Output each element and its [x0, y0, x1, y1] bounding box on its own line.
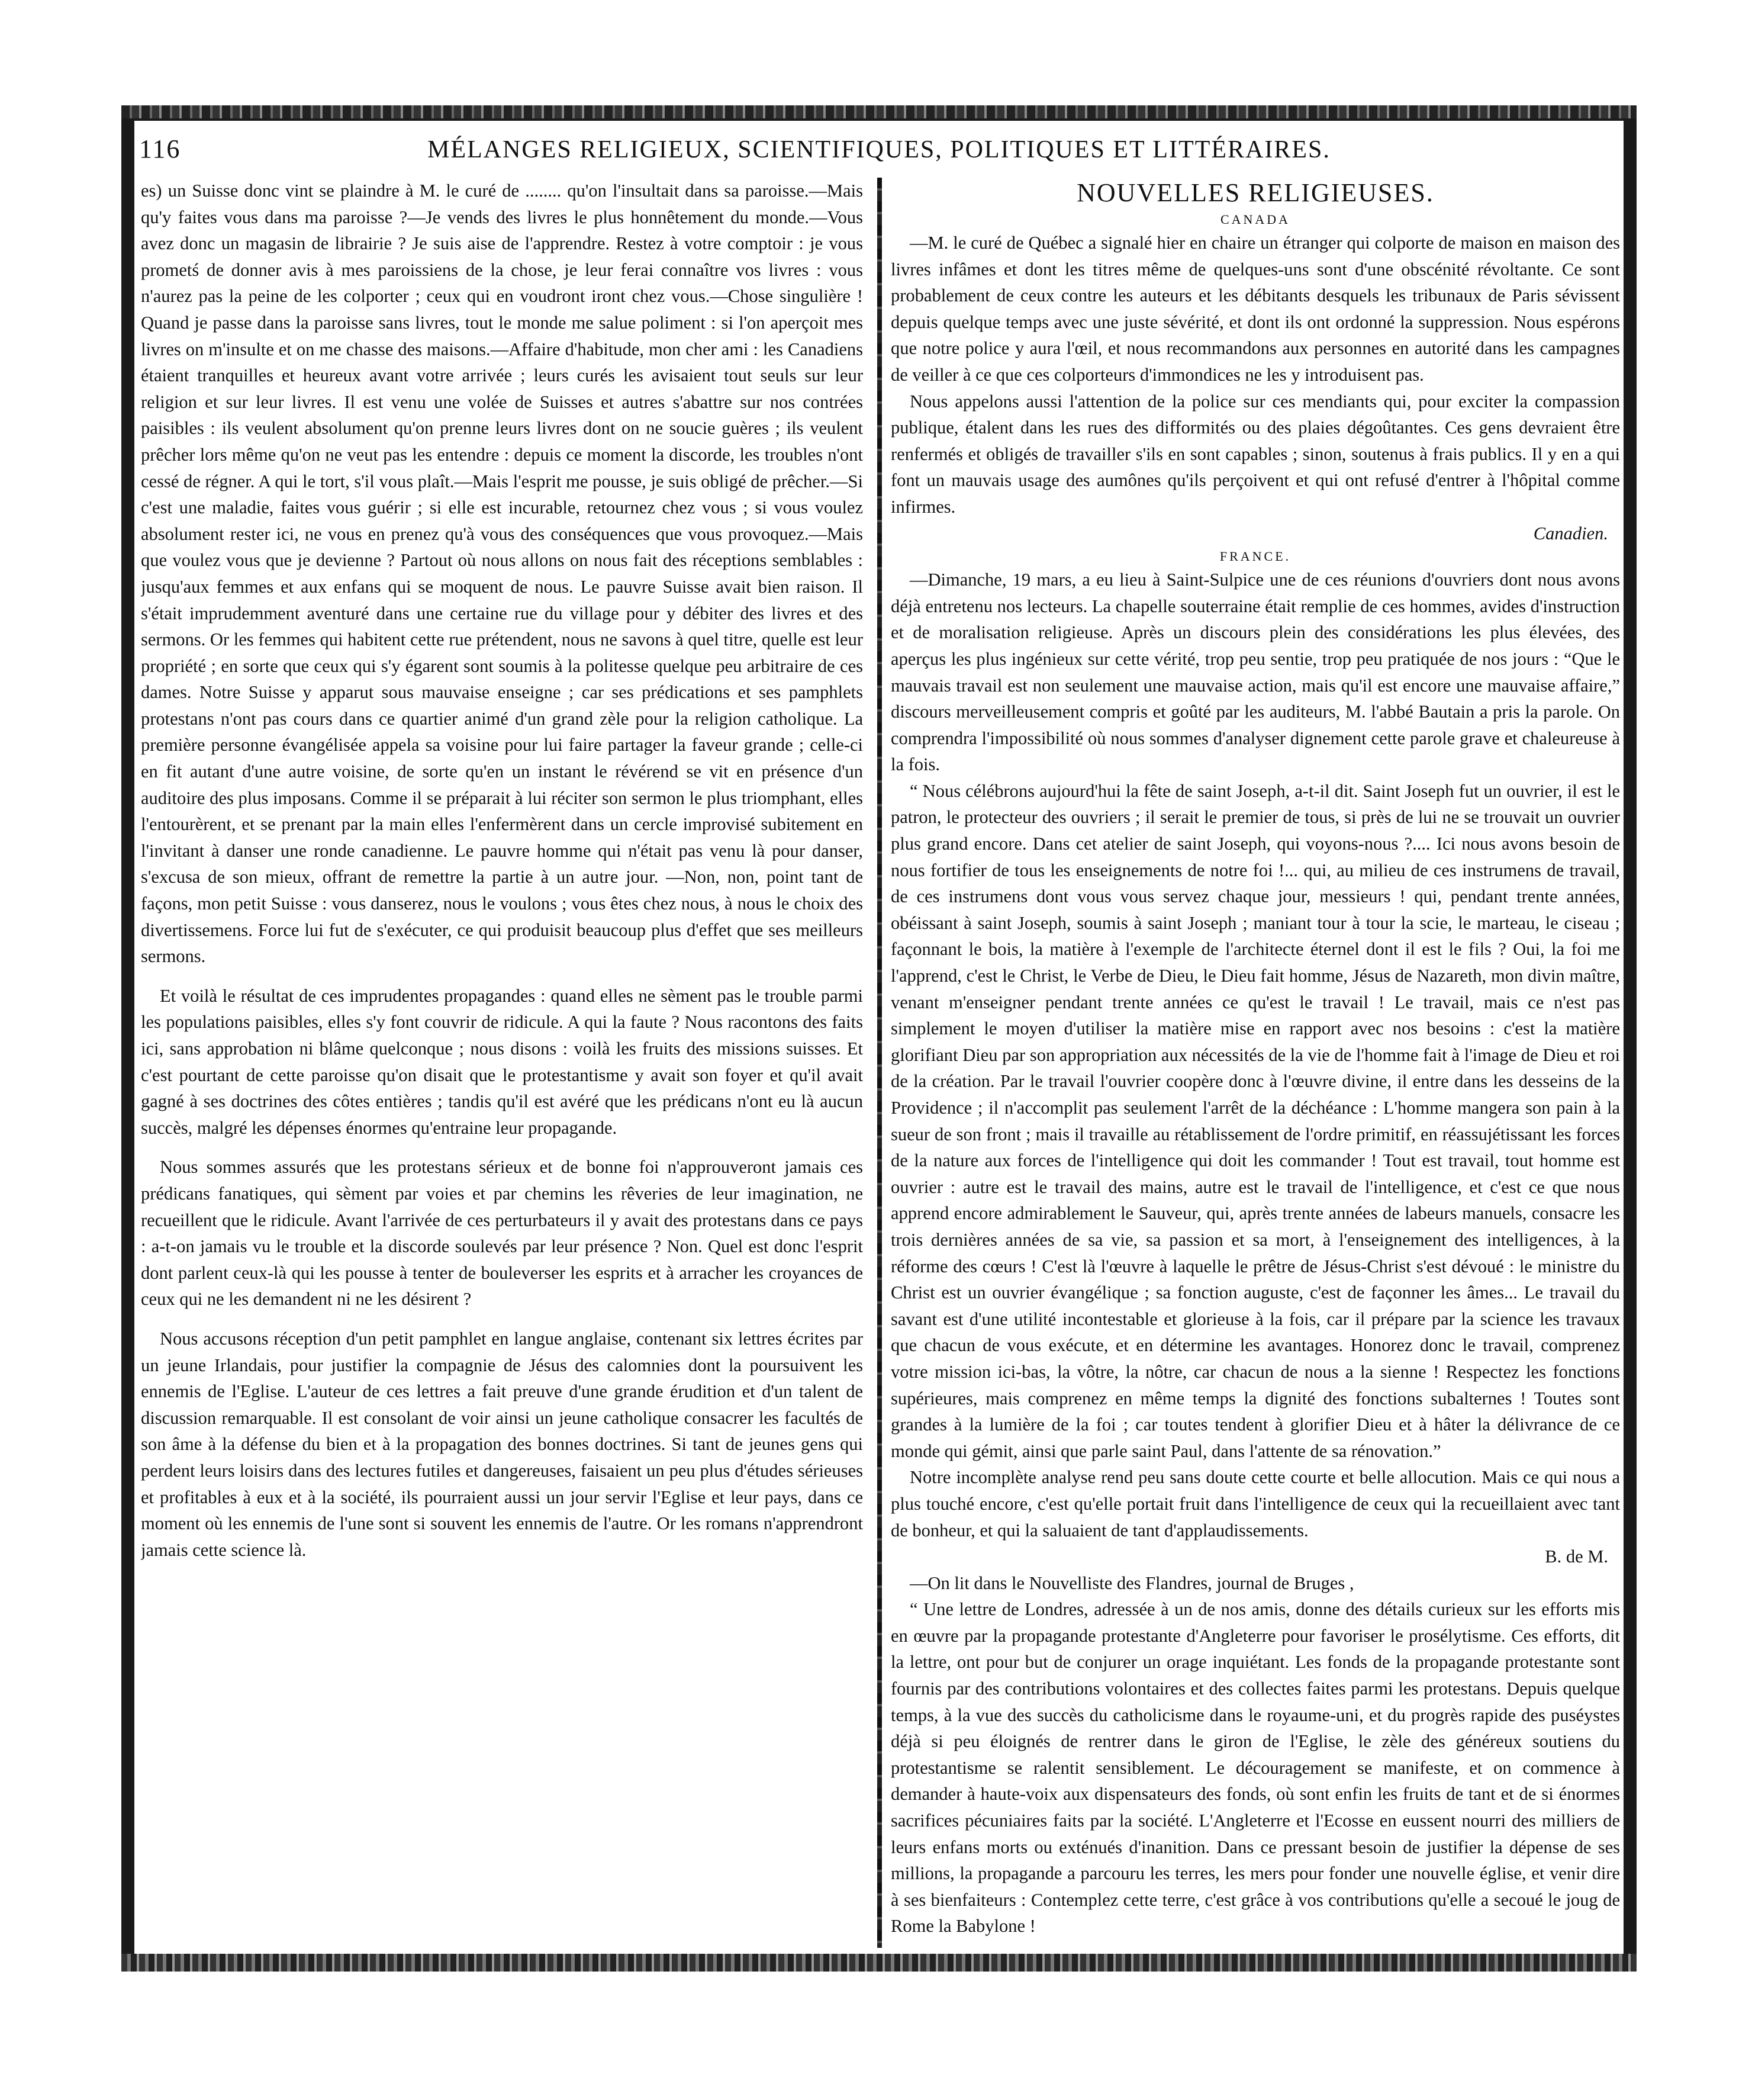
article-paragraph: Nous sommes assurés que les protestans sérieux et de bonne foi n'approuveront jamais ces prédicans fanatiques, qui sèment par voies et par chemins les rêveries de leur imagination, ne recueillent que le ridicule. Avant l'arrivée de ces perturbateurs il y avait des protestans dans ce pays : a-t-on jamais vu le trouble et la discorde soulevés par leur présence ? Non. Quel est donc l'esprit dont parlent ceux-là qui les pousse à tenter de bouleverser les esprits et à arracher les croyances de ceux qui ne les demandent ni ne les désirent ?	[141, 1157, 863, 1310]
article-paragraph: es) un Suisse donc vint se plaindre à M. le curé de ........ qu'on l'insultait dans sa paroisse.—Mais qu'y faites vous dans ma paroisse ?—Je vends des livres le plus honnêtement du monde.—Vous avez donc un magasin de librairie ? Je suis aise de l'apprendre. Restez à votre comptoir : je vous prometś de donner avis à mes paroissiens de la chose, je leur ferai connaître vos livres : vous n'aurez pas la peine de les colporter ; ceux qui en voudront iront chez vous.—Chose singulière ! Quand je passe dans la paroisse sans livres, tout le monde me salue poliment : si l'on aperçoit mes livres on m'insulte et on me chasse des maisons.—Affaire d'habitude, mon cher ami : les Canadiens étaient tranquilles et heureux avant votre arrivée ; leurs curés les avisaient tout seuls sur leur religion et sur leur livres. Il est venu une volée de Suisses et autres s'abattre sur nos contrées paisibles : ils veulent absolument qu'on prenne leurs livres dont on ne soucie guères ; ils veulent prêcher lors même qu'on ne veut pas les entendre : depuis ce moment la discorde, les troubles n'ont cessé de régner. A qui le tort, s'il vous plaît.—Mais l'esprit me pousse, je suis obligé de prêcher.—Si c'est une maladie, faites vous guérir ; si elle est incurable, retournez chez vous ; si vous voulez absolument rester ici, ne vous en prenez qu'à vous des conséquences que vous provoquez.—Mais que voulez vous que je devienne ? Partout où nous allons on nous fait des réceptions semblables : jusqu'aux femmes et aux enfans qui se moquent de nous. Le pauvre Suisse avait bien raison. Il s'était imprudemment aventuré dans une certaine rue du village pour y débiter des livres et des sermons. Or les femmes qui habitent cette rue prétendent, nous ne savons à quel titre, quelle est leur propriété ; en sorte que ceux qui s'y égarent sont soumis à la politesse quelque peu arbitraire de ces dames. Notre Suisse y apparut sous mauvaise enseigne ; car ses prédications et ses pamphlets protestans n'ont pas cours dans ce quartier animé d'un grand zèle pour la religion catholique. La première personne évangélisée appela sa voisine pour lui faire partager la faveur grande ; celle-ci en fit autant d'une autre voisine, de sorte qu'en un instant le révérend se vit en présence d'un auditoire des plus imposans. Comme il se préparait à lui réciter son sermon le plus triomphant, elles l'entourèrent, et se prenant par la main elles l'enfermèrent dans un cercle improvisé subitement en l'invitant à danser une ronde canadienne. Le pauvre homme qui n'était pas venu là pour danser, s'excusa de son mieux, offrant de remettre la partie à un autre jour. —Non, non, point tant de façons, mon petit Suisse : vous danserez, nous le voulons ; vous êtes chez nous, à nous le choix des divertissemens. Force lui fut de s'exécuter, ce qui produisit beaucoup plus d'effet que ses meilleurs sermons.	[141, 181, 863, 967]
right-column	[891, 178, 1620, 1948]
news-paragraph: “ Nous célébrons aujourd'hui la fête de saint Joseph, a-t-il dit. Saint Joseph fut un ouvrier, il est le patron, le protecteur des ouvriers ; il serait le premier de tous, si près de lui ne se trouvait un ouvrier plus grand encore. Dans cet atelier de saint Joseph, qui voyons-nous ?.... Ici nous avons besoin de nous fortifier de tous les enseignements de notre foi !... qui, au milieu de ces instrumens de travail, de ces instrumens dont vous vous servez chaque jour, messieurs ! qui, pendant trente années, obéissant à saint Joseph, soumis à saint Joseph ; maniant tour à tour la scie, le marteau, le ciseau ; façonnant le bois, la matière à l'exemple de l'architecte éternel dont il est le fils ? Oui, la foi me l'apprend, c'est le Christ, le Verbe de Dieu, le Dieu fait homme, Jésus de Nazareth, mon divin maître, venant m'enseigner pendant trente années ce qu'est le travail ! Le travail, mais ce n'est pas simplement le moyen d'utiliser la matière mise en rapport avec nos besoins : c'est la matière glorifiant Dieu par son appropriation aux nécessités de la vie de l'homme fait à l'image de Dieu et roi de la création. Par le travail l'ouvrier coopère donc à l'œuvre divine, il entre dans les desseins de la Providence ; il n'accomplit pas seulement l'arrêt de la déchéance : L'homme mangera son pain à la sueur de son front ; mais il travaille au rétablissement de l'ordre primitif, en réassujétissant les forces de la nature aux forces de l'intelligence qui doit les commander ! Tout est travail, tout homme est ouvrier : autre est le travail des mains, autre est le travail de l'intelligence, et c'est ce que nous apprend encore admirablement le Sauveur, qui, après trente années de labeurs manuels, consacre les trois dernières années de sa vie, sa passion et sa mort, à l'enseignement des intelligences, à la réforme des cœurs ! C'est là l'œuvre à laquelle le prêtre de Jésus-Christ s'est dévoué : le ministre du Christ est un ouvrier évangélique ; sa fonction auguste, c'est de façonner les âmes... Le travail du savant est d'une utilité incontestable et glorieuse à la fois, car il prépare par la science les travaux que chacun de vous exécute, et en détermine les avantages. Honorez donc le travail, comprenez votre mission ici-bas, la vôtre, la nôtre, car chacun de nous a la sienne ! Respectez les fonctions supérieures, mais comprenez en même temps la dignité des fonctions subalternes ! Toutes sont grandes à la lumière de la foi ; car toutes tendent à glorifier Dieu et à hâter la délivrance de ce monde qui gémit, ainsi que parle saint Paul, dans l'attente de sa rénovation.”	[891, 780, 1620, 1461]
running-head	[139, 134, 1619, 169]
article-paragraph: Nous accusons réception d'un petit pamphlet en langue anglaise, contenant six lettres écrites par un jeune Irlandais, pour justifier la compagnie de Jésus des calomnies dont la poursuivent les ennemis de l'Eglise. L'auteur de ces lettres a fait preuve d'une grande érudition et d'un talent de discussion remarquable. Il est consolant de voir ainsi un jeune catholique consacrer les facultés de son âme à la défense du bien et à la propagation des bonnes doctrines. Si tant de jeunes gens qui perdent leurs loisirs dans des lectures futiles et dangereuses, faisaient un peu plus d'études sérieuses et profitables à eux et à la société, ils pourraient aussi un jour servir l'Eglise et leur pays, dans ce moment où les ennemis de l'une sont si souvent les ennemis de l'autre. Or les romans n'apprendront jamais cette science là.	[141, 1328, 863, 1560]
france-signature: B. de M.	[1545, 1546, 1608, 1567]
page-number: 116	[139, 134, 181, 163]
news-paragraph: —Dimanche, 19 mars, a eu lieu à Saint-Sulpice une de ces réunions d'ouvriers dont nous avons déjà entretenu nos lecteurs. La chapelle souterraine était remplie de ces hommes, avides d'instruction et de moralisation religieuse. Après un discours plein des considérations les plus élevées, des aperçus les plus ingénieux sur cette vérité, trop peu sentie, trop peu pratiquée de nos jours : “Que le mauvais travail est non seulement une mauvaise action, mais qu'il est encore une mauvaise affaire,” discours merveilleusement compris et goûté par les auditeurs, M. l'abbé Bautain a pris la parole. On comprendra l'impossibilité où nous sommes d'analyser dignement cette parole grave et chaleureuse à la fois.	[891, 570, 1620, 775]
france-heading: FRANCE.	[1219, 549, 1292, 564]
canada-signature: Canadien.	[1533, 523, 1608, 544]
news-paragraph: —M. le curé de Québec a signalé hier en chaire un étranger qui colporte de maison en maison des livres infâmes et dont les titres même de quelques-uns sont d'une obscénité révoltante. Ce sont probablement de ceux contre les auteurs et les débitants desquels les tribunaux de Paris sévissent depuis quelque temps avec une juste sévérité, et dont ils ont ordonné la suppression. Nous espérons que notre police y aura l'œil, et nous recommandons aux personnes en autorité dans les campagnes de veiller à ce que ces colporteurs d'immondices ne les y introduisent pas.	[891, 233, 1620, 385]
running-title: MÉLANGES RELIGIEUX, SCIENTIFIQUES, POLITIQUES ET LITTÉRAIRES.	[427, 136, 1331, 163]
news-paragraph: Nous appelons aussi l'attention de la police sur ces mendiants qui, pour exciter la compassion publique, étalent dans les rues des difformités ou des plaies dégoûtantes. Ces gens devraient être renfermés et obligés de travailler s'ils en sont capables ; sinon, soutenus à frais publics. Il y en a qui font un mauvais usage des aumônes qu'ils perçoivent et qui ont refusé d'entrer à l'hôpital comme infirmes.	[891, 391, 1620, 517]
canada-heading: CANADA	[1220, 212, 1291, 227]
bottom-border-rule	[121, 1954, 1637, 1972]
article-paragraph: Et voilà le résultat de ces imprudentes propagandes : quand elles ne sèment pas le trouble parmi les populations paisibles, elles s'y font couvrir de ridicule. A qui la faute ? Nous racontons des faits ici, sans approbation ni blâme quelconque ; nous disons : voilà les fruits des missions suisses. Et c'est pourtant de cette paroisse qu'on disait que le protestantisme y avait son foyer et qu'il avait gagné à ses doctrines des côtes entières ; tandis qu'il est avéré que les prédicans n'ont eu là aucun succès, malgré les dépenses énormes qu'entraine leur propagande.	[141, 985, 863, 1138]
news-paragraph: —On lit dans le Nouvelliste des Flandres, journal de Bruges ,	[910, 1572, 1354, 1593]
news-paragraph: “ Une lettre de Londres, adressée à un de nos amis, donne des détails curieux sur les efforts mis en œuvre par la propagande protestante d'Angleterre pour favoriser le prosélytisme. Ces efforts, dit la lettre, ont pour but de conjurer un orage inquiétant. Les fonds de la propagande protestante sont fournis par des contributions volontaires et des collectes faites parmi les protestans. Depuis quelque temps, à la vue des succès du catholicisme dans le royaume-uni, et du progrès rapide des puséystes déjà si peu éloignés de rentrer dans le giron de l'Eglise, le zèle des généreux soutiens du protestantisme se ralentit sensiblement. Le découragement se manifeste, et on commence à demander à haute-voix aux dispensateurs des fonds, où sont enfin les fruits de tant et de si énormes sacrifices pécuniaires faits par la société. L'Angleterre et l'Ecosse en eussent nourri des milliers de leurs enfans morts ou exténués d'inanition. Dans ce pressant besoin de justifier la dépense de ses millions, la propagande a parcouru les terres, les mers pour fonder une nouvelle église, et venir dire à ses bienfaiteurs : Contemplez cette terre, c'est grâce à vos contributions qu'elle a secoué le joug de Rome la Babylone !	[891, 1599, 1620, 1937]
section-title: NOUVELLES RELIGIEUSES.	[1077, 178, 1434, 207]
left-column	[141, 178, 863, 1948]
news-paragraph: Notre incomplète analyse rend peu sans doute cette courte et belle allocution. Mais ce qui nous a plus touché encore, c'est qu'elle portait fruit dans l'intelligence de ceux qui la recueillaient avec tant de bonheur, et qui la saluaient de tant d'applaudissements.	[891, 1467, 1620, 1541]
column-divider	[877, 178, 882, 1948]
